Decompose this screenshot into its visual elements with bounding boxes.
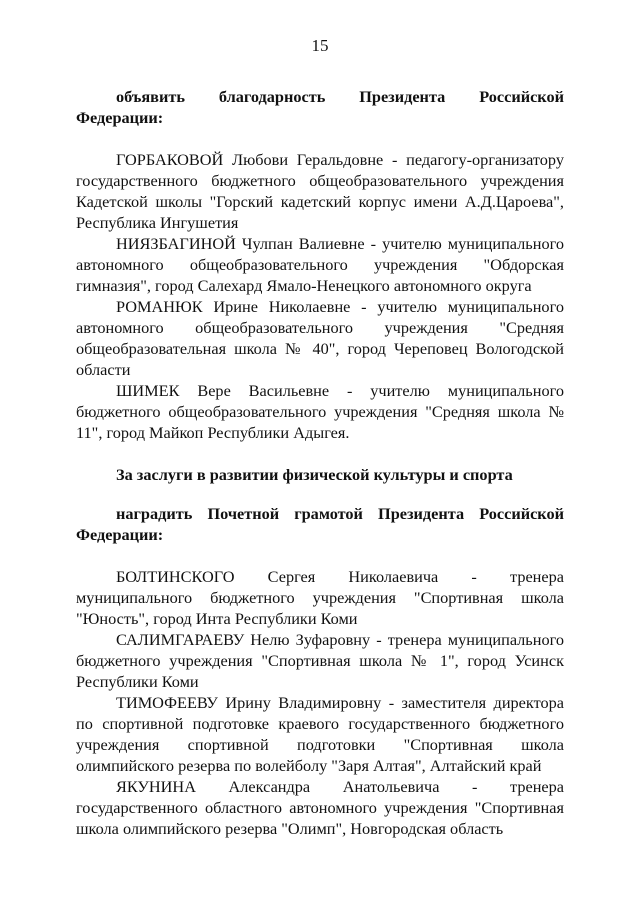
list-item: ШИМЕК Вере Васильевне - учителю муниципального бюджетного общеобразовательного учреждения "Средняя школа № 11", город Майкоп Республики Адыгея. <box>76 381 564 442</box>
list-item: ГОРБАКОВОЙ Любови Геральдовне - педагогу-организатору государственного бюджетного общеобразовательного учреждения Кадетской школы "Горский кадетский корпус имени А.Д.Цароева", Республика Ингушетия <box>76 150 564 232</box>
section2-heading: За заслуги в развитии физической культуры и спорта <box>116 465 513 484</box>
list-item: БОЛТИНСКОГО Сергея Николаевича - тренера муниципального бюджетного учреждения "Спортивная школа "Юность", город Инта Республики Коми <box>76 567 564 628</box>
list-item: НИЯЗБАГИНОЙ Чулпан Валиевне - учителю муниципального автономного общеобразовательного учреждения "Обдорская гимназия", город Салехард Ямало-Ненецкого автономного округа <box>76 234 564 295</box>
section1-heading: объявить благодарность Президента Российской Федерации: <box>76 87 564 127</box>
list-item: ЯКУНИНА Александра Анатольевича - тренера государственного областного автономного учреждения "Спортивная школа олимпийского резерва "Олимп", Новгородская область <box>76 777 564 838</box>
list-item: САЛИМГАРАЕВУ Нелю Зуфаровну - тренера муниципального бюджетного учреждения "Спортивная школа № 1", город Усинск Республики Коми <box>76 630 564 691</box>
section2-list <box>76 566 564 839</box>
document-content <box>76 86 564 839</box>
page-number: 15 <box>311 36 329 55</box>
list-item: РОМАНЮК Ирине Николаевне - учителю муниципального автономного общеобразовательного учреждения "Средняя общеобразовательная школа № 40", город Череповец Вологодской области <box>76 297 564 379</box>
section1-list <box>76 149 564 443</box>
section2-subheading: наградить Почетной грамотой Президента Российской Федерации: <box>76 504 564 544</box>
list-item: ТИМОФЕЕВУ Ирину Владимировну - заместителя директора по спортивной подготовке краевого государственного бюджетного учреждения спортивной подготовки "Спортивная школа олимпийского резерва по волейболу "Заря Алтая", Алтайский край <box>76 693 564 775</box>
